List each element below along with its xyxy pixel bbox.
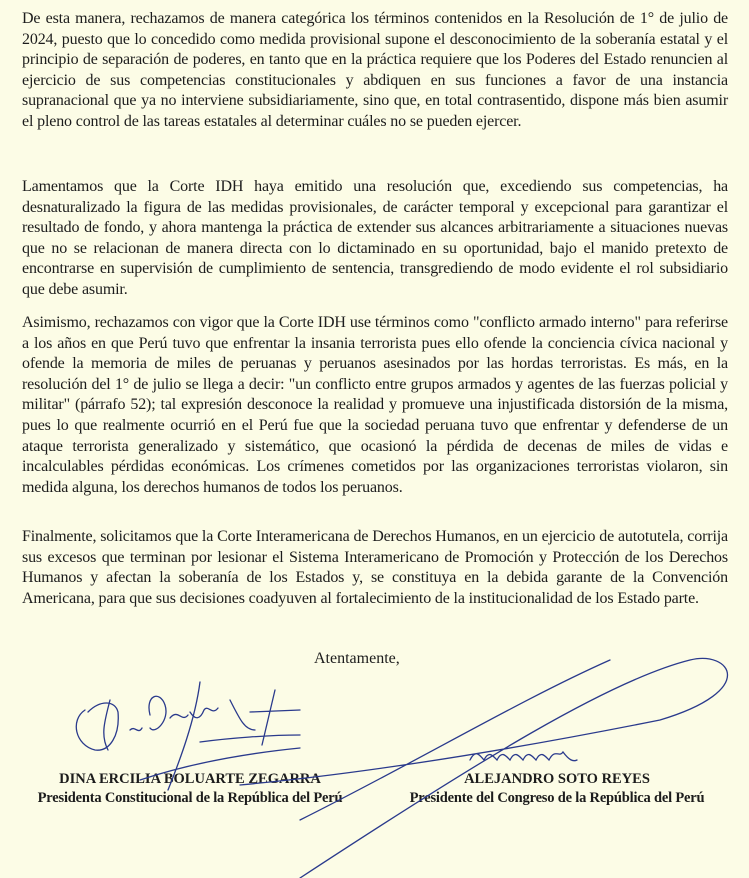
signatory-name: DINA ERCILIA BOLUARTE ZEGARRA [59, 771, 321, 787]
signatory-president [30, 770, 350, 808]
signatory-title: Presidente del Congreso de la República del Perú [409, 790, 705, 806]
paragraph-lament: Lamentamos que la Corte IDH haya emitido una resolución que, excediendo sus competencias, ha desnaturalizado la figura de las medidas provisionales, de carácter temporal y excepcional para garantizar el resultado de fondo, y ahora mantenga la práctica de extender sus alcances arbitrariamente a situaciones nuevas que no se relacionan de manera directa con lo dictaminado en su oportunidad, bajo el manido pretexto de encontrarse en supervisión de cumplimiento de sentencia, transgrediendo de modo evidente el rol subsidiario que debe asumir. [22, 178, 728, 298]
closing-salutation: Atentamente, [314, 650, 400, 667]
paragraph-rejection: De esta manera, rechazamos de manera categórica los términos contenidos en la Resolución de 1° de julio de 2024, puesto que lo concedido como medida provisional supone el desconocimiento de la soberanía estatal y el principio de separación de poderes, en tanto que en la práctica requiere que los Poderes del Estado renuncien al ejercicio de sus competencias constitucionales y abdiquen en sus funciones a favor de una instancia supranacional que ya no interviene subsidiariamente, sino que, en total contrasentido, dispone más bien asumir el pleno control de las tareas estatales al determinar cuáles no se pueden ejercer. [22, 10, 728, 130]
paragraph-armed-conflict: Asimismo, rechazamos con vigor que la Corte IDH use términos como "conflicto armado interno" para referirse a los años en que Perú tuvo que enfrentar la insania terrorista pues ello ofende la conciencia cívica nacional y ofende la memoria de miles de peruanas y peruanos asesinados por las hordas terroristas. Es más, en la resolución del 1° de julio se llega a decir: "un conflicto entre grupos armados y agentes de las fuerzas policial y militar" (párrafo 52); tal expresión desconoce la realidad y promueve una injustificada distorsión de la misma, pues lo que realmente ocurrió en el Perú fue que la sociedad peruana tuvo que enfrentar y defenderse de un ataque terrorista generalizado y sistemático, que ocasionó la pérdida de decenas de miles de vidas e incalculables pérdidas económicas. Los crímenes cometidos por las organizaciones terroristas violaron, sin medida alguna, los derechos humanos de todos los peruanos. [22, 314, 728, 496]
signatory-congress-president [392, 770, 722, 808]
signatory-name: ALEJANDRO SOTO REYES [464, 771, 650, 787]
signature-soto [240, 658, 728, 878]
signatory-title: Presidenta Constitucional de la República del Perú [37, 790, 343, 806]
paragraph-request: Finalmente, solicitamos que la Corte Interamericana de Derechos Humanos, en un ejercicio de autotutela, corrija sus excesos que terminan por lesionar el Sistema Interamericano de Promoción y Protección de los Derechos Humanos y afectan la soberanía de los Estados y, se constituya en la debida garante de la Convención Americana, para que sus decisiones coadyuven al fortalecimiento de la institucionalidad de los Estado parte. [22, 528, 728, 607]
